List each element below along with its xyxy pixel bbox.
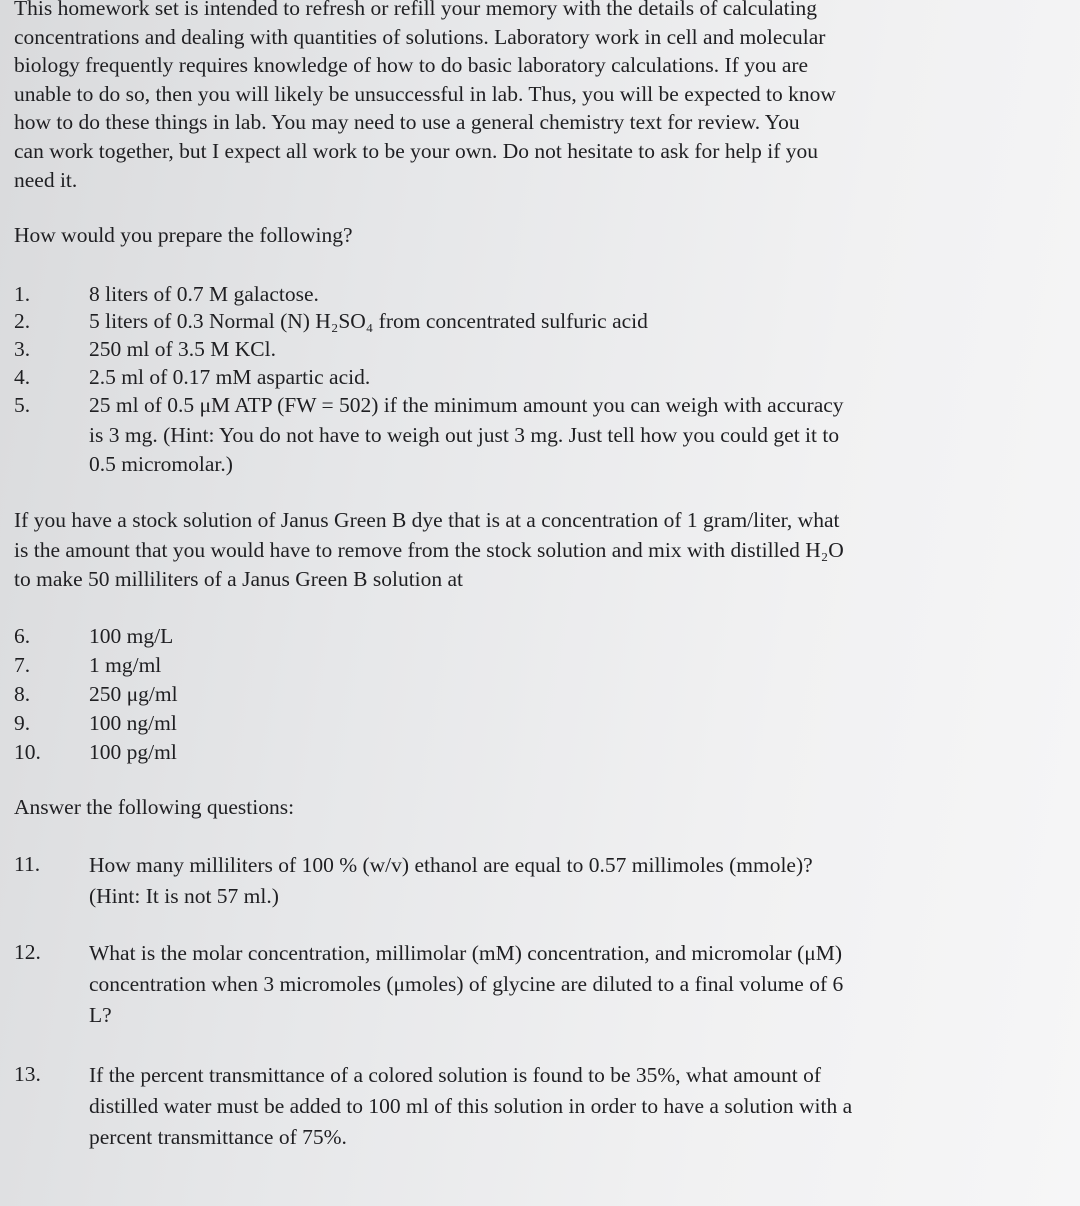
question-line: (Hint: It is not 57 ml.) <box>89 884 279 908</box>
question-text <box>89 391 1009 480</box>
question-text <box>89 850 1009 912</box>
question-number: 2. <box>14 309 31 333</box>
question-text <box>89 651 1009 681</box>
question-text <box>89 307 1009 337</box>
question-line: 250 μg/ml <box>89 682 178 706</box>
paragraph-line: to make 50 milliliters of a Janus Green B solution at <box>14 567 464 591</box>
question-number: 8. <box>14 682 31 706</box>
question-text <box>89 1060 1009 1153</box>
question-line: 0.5 micromolar.) <box>89 452 233 476</box>
question-text <box>89 709 1009 739</box>
intro-line: biology frequently requires knowledge of how to do basic laboratory calculations. If you are <box>14 53 809 78</box>
intro-line: how to do these things in lab. You may need to use a general chemistry text for review. You <box>14 110 800 135</box>
question-number: 6. <box>14 624 31 648</box>
intro-line: concentrations and dealing with quantities of solutions. Laboratory work in cell and molecular <box>14 24 826 49</box>
question-line: 100 pg/ml <box>89 740 177 764</box>
question-line: 5 liters of 0.3 Normal (N) H₂SO₄ from concentrated sulfuric acid <box>89 309 648 333</box>
question-line: distilled water must be added to 100 ml of this solution in order to have a solution with a <box>89 1094 853 1118</box>
section-heading-answer: Answer the following questions: <box>14 795 295 819</box>
intro-line: This homework set is intended to refresh or refill your memory with the details of calculating <box>14 0 818 20</box>
question-text <box>89 680 1009 710</box>
question-line: 1 mg/ml <box>89 653 162 677</box>
paragraph-line: If you have a stock solution of Janus Green B dye that is at a concentration of 1 gram/liter, what <box>14 508 840 532</box>
intro-line: unable to do so, then you will likely be unsuccessful in lab. Thus, you will be expected to know <box>14 81 836 106</box>
question-number: 3. <box>14 337 31 361</box>
section-heading-prepare: How would you prepare the following? <box>14 223 353 247</box>
question-number: 12. <box>14 940 41 964</box>
question-text <box>89 280 1009 310</box>
question-line: concentration when 3 micromoles (μmoles) of glycine are diluted to a final volume of 6 <box>89 972 844 996</box>
question-line: 100 mg/L <box>89 624 174 648</box>
question-line: If the percent transmittance of a colored solution is found to be 35%, what amount of <box>89 1063 821 1087</box>
question-line: 25 ml of 0.5 μM ATP (FW = 502) if the minimum amount you can weigh with accuracy <box>89 393 844 417</box>
question-text <box>89 938 1009 1031</box>
intro-line: need it. <box>14 167 78 192</box>
question-line: 8 liters of 0.7 M galactose. <box>89 282 319 306</box>
question-line: percent transmittance of 75%. <box>89 1125 347 1149</box>
question-line: What is the molar concentration, millimolar (mM) concentration, and micromolar (μM) <box>89 941 843 965</box>
question-line: is 3 mg. (Hint: You do not have to weigh out just 3 mg. Just tell how you could get it to <box>89 422 840 447</box>
question-line: How many milliliters of 100 % (w/v) ethanol are equal to 0.57 millimoles (mmole)? <box>89 853 813 877</box>
question-line: L? <box>89 1003 112 1027</box>
question-text <box>89 335 1009 365</box>
question-text <box>89 738 1009 768</box>
question-text <box>89 363 1009 393</box>
question-number: 10. <box>14 740 41 764</box>
question-number: 1. <box>14 282 31 306</box>
question-line: 100 ng/ml <box>89 711 177 735</box>
question-number: 9. <box>14 711 31 735</box>
paragraph-line: is the amount that you would have to remove from the stock solution and mix with distilled H₂O <box>14 537 844 562</box>
question-number: 7. <box>14 653 31 677</box>
question-number: 5. <box>14 393 31 417</box>
question-number: 11. <box>14 852 41 876</box>
intro-paragraph <box>14 0 974 194</box>
question-line: 250 ml of 3.5 M KCl. <box>89 337 276 361</box>
question-number: 13. <box>14 1062 41 1086</box>
intro-line: can work together, but I expect all work to be your own. Do not hesitate to ask for help if you <box>14 138 818 163</box>
question-text <box>89 622 1009 652</box>
question-number: 4. <box>14 365 31 389</box>
question-line: 2.5 ml of 0.17 mM aspartic acid. <box>89 365 371 389</box>
stock-solution-paragraph <box>14 506 1004 595</box>
